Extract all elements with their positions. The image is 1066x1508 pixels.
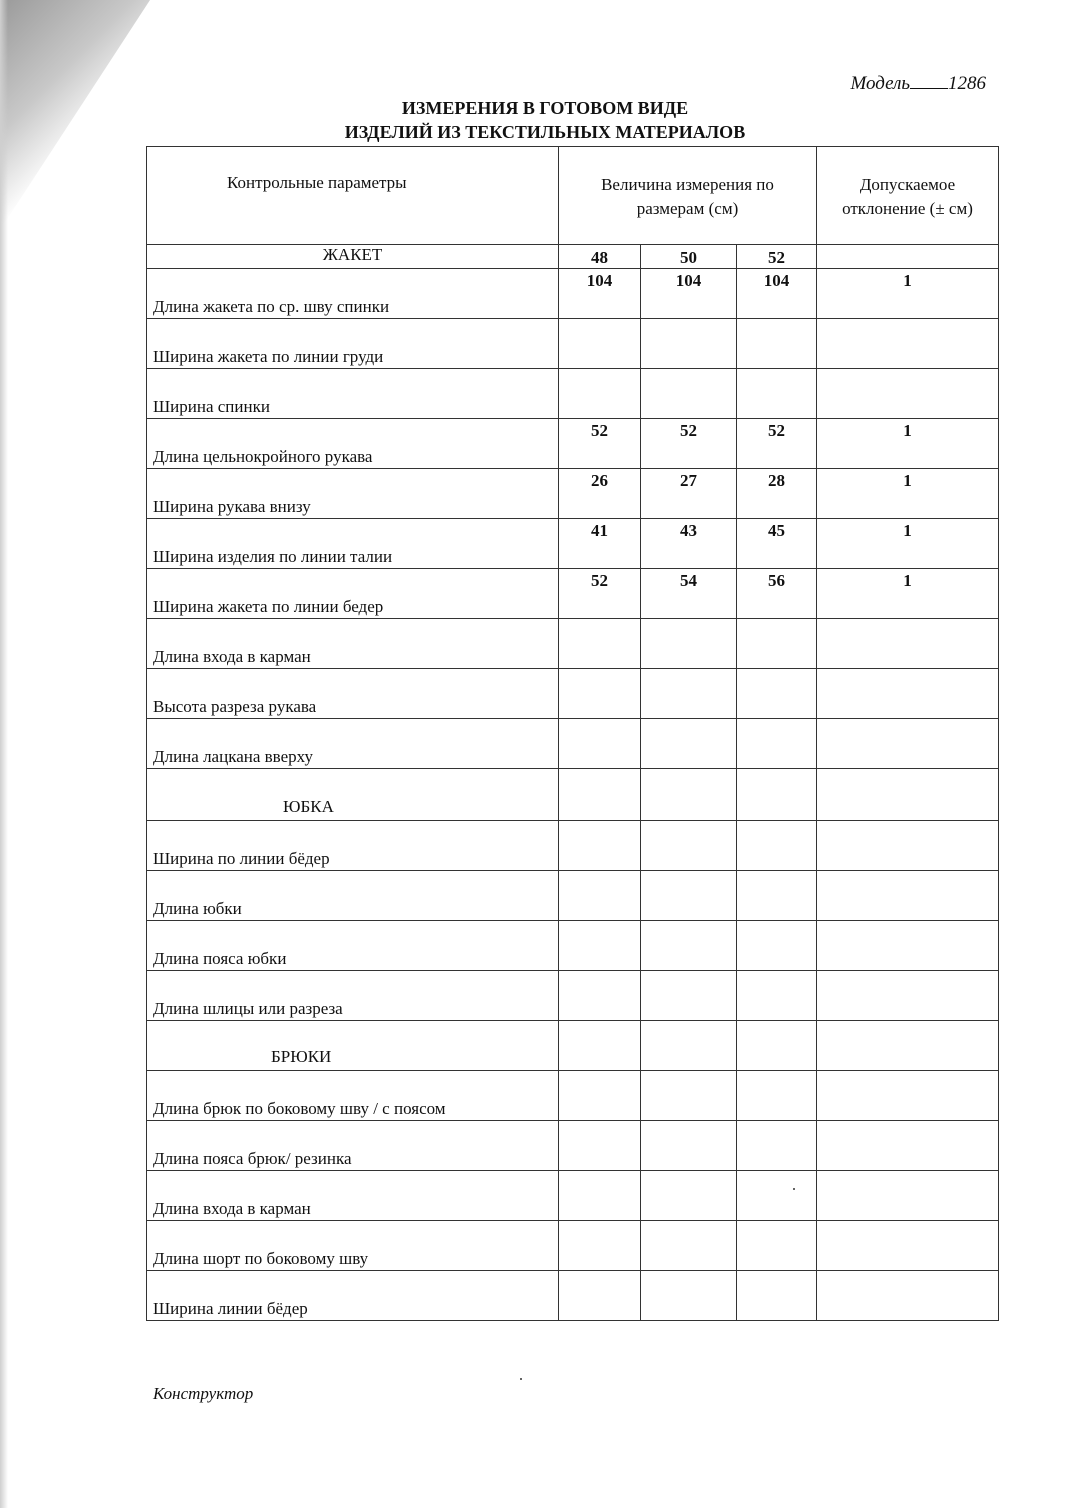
measure-value <box>559 971 641 1021</box>
measure-value <box>641 821 737 871</box>
param-label: Ширина рукава внизу <box>147 469 559 519</box>
measure-value: 41 <box>559 519 641 569</box>
measure-value: 52 <box>559 569 641 619</box>
measure-value <box>737 319 817 369</box>
measure-value: 43 <box>641 519 737 569</box>
measure-value <box>641 921 737 971</box>
param-label: Длина шлицы или разреза <box>147 971 559 1021</box>
tolerance-value <box>817 1121 999 1171</box>
measure-value <box>641 619 737 669</box>
tolerance-value <box>817 319 999 369</box>
measure-value <box>641 719 737 769</box>
tolerance-value <box>817 971 999 1021</box>
measure-value: 52 <box>737 419 817 469</box>
empty-cell <box>559 769 641 821</box>
measure-value: 104 <box>737 269 817 319</box>
model-label-text: Модель <box>850 73 910 94</box>
tolerance-value <box>817 1221 999 1271</box>
param-label: Ширина спинки <box>147 369 559 419</box>
header-row <box>147 147 999 245</box>
table-row <box>147 669 999 719</box>
param-label: Длина входа в карман <box>147 1171 559 1221</box>
tolerance-value <box>817 1171 999 1221</box>
size-cell: 50 <box>641 245 737 269</box>
size-cell: 52 <box>737 245 817 269</box>
measure-value <box>737 871 817 921</box>
measure-value: 104 <box>641 269 737 319</box>
table-row <box>147 569 999 619</box>
measure-value: 104 <box>559 269 641 319</box>
measure-value: 27 <box>641 469 737 519</box>
tolerance-value <box>817 821 999 871</box>
empty-cell <box>737 769 817 821</box>
param-label: Ширина жакета по линии бедер <box>147 569 559 619</box>
measure-value <box>737 1171 817 1221</box>
empty-cell <box>737 1021 817 1071</box>
table-row <box>147 719 999 769</box>
measure-value <box>559 1121 641 1171</box>
section-row <box>147 1021 999 1071</box>
section-row <box>147 245 999 269</box>
param-label: Ширина по линии бёдер <box>147 821 559 871</box>
param-label: Длина шорт по боковому шву <box>147 1221 559 1271</box>
scan-speck <box>793 1188 795 1190</box>
measure-value <box>737 1221 817 1271</box>
measurements-table-body <box>147 147 999 1321</box>
measure-value <box>559 921 641 971</box>
measure-value <box>737 1121 817 1171</box>
table-row <box>147 469 999 519</box>
measure-value <box>641 669 737 719</box>
tolerance-header: Допускаемое отклонение (± см) <box>817 147 999 245</box>
measure-value <box>737 619 817 669</box>
measure-value <box>559 1221 641 1271</box>
table-row <box>147 1271 999 1321</box>
table-row <box>147 1071 999 1121</box>
measure-value <box>641 871 737 921</box>
measure-value: 26 <box>559 469 641 519</box>
param-label: Длина жакета по ср. шву спинки <box>147 269 559 319</box>
measure-value <box>641 1221 737 1271</box>
param-label: Ширина изделия по линии талии <box>147 519 559 569</box>
section-title: БРЮКИ <box>147 1021 559 1071</box>
measure-value <box>737 669 817 719</box>
empty-cell <box>641 769 737 821</box>
table-row <box>147 921 999 971</box>
measure-value <box>737 369 817 419</box>
table-row <box>147 369 999 419</box>
model-number: 1286 <box>948 73 986 94</box>
section-title: ЮБКА <box>147 769 559 821</box>
param-label: Длина пояса брюк/ резинка <box>147 1121 559 1171</box>
measure-value <box>559 719 641 769</box>
table-row <box>147 519 999 569</box>
page-title <box>200 96 890 144</box>
tolerance-value <box>817 669 999 719</box>
tolerance-value: 1 <box>817 569 999 619</box>
measure-value <box>559 1071 641 1121</box>
tolerance-value: 1 <box>817 519 999 569</box>
param-label: Длина входа в карман <box>147 619 559 669</box>
table-row <box>147 1221 999 1271</box>
table-row <box>147 269 999 319</box>
empty-cell <box>559 1021 641 1071</box>
measure-value: 45 <box>737 519 817 569</box>
measure-value: 56 <box>737 569 817 619</box>
measure-value: 52 <box>559 419 641 469</box>
param-label: Высота разреза рукава <box>147 669 559 719</box>
param-label: Ширина линии бёдер <box>147 1271 559 1321</box>
table-row <box>147 971 999 1021</box>
table-row <box>147 1121 999 1171</box>
measure-value <box>559 821 641 871</box>
tolerance-value <box>817 619 999 669</box>
empty-cell <box>817 1021 999 1071</box>
measure-value <box>559 1171 641 1221</box>
table-row <box>147 1171 999 1221</box>
scan-edge-shadow <box>0 0 8 1508</box>
measure-value: 54 <box>641 569 737 619</box>
tolerance-value: 1 <box>817 469 999 519</box>
table-row <box>147 619 999 669</box>
table-row <box>147 871 999 921</box>
size-cell: 48 <box>559 245 641 269</box>
param-label: Длина лацкана вверху <box>147 719 559 769</box>
title-line-1: ИЗМЕРЕНИЯ В ГОТОВОМ ВИДЕ <box>401 98 689 118</box>
measure-value <box>737 971 817 1021</box>
measure-value <box>559 619 641 669</box>
scan-speck <box>520 1378 522 1380</box>
measure-value <box>737 921 817 971</box>
measure-value <box>737 719 817 769</box>
tolerance-value <box>817 719 999 769</box>
tolerance-value: 1 <box>817 419 999 469</box>
footer-role: Конструктор <box>153 1384 254 1403</box>
table-row <box>147 821 999 871</box>
measure-value <box>641 971 737 1021</box>
param-header: Контрольные параметры <box>147 147 559 245</box>
measure-value <box>559 669 641 719</box>
measure-value <box>641 1171 737 1221</box>
param-label: Длина пояса юбки <box>147 921 559 971</box>
measure-value <box>737 1271 817 1321</box>
tolerance-value <box>817 1271 999 1321</box>
section-row <box>147 769 999 821</box>
measure-value <box>559 319 641 369</box>
title-line-2: ИЗДЕЛИЙ ИЗ ТЕКСТИЛЬНЫХ МАТЕРИАЛОВ <box>344 122 746 142</box>
measure-value <box>559 369 641 419</box>
measure-value <box>737 821 817 871</box>
param-label: Ширина жакета по линии груди <box>147 319 559 369</box>
measure-value <box>641 1071 737 1121</box>
measure-value <box>641 319 737 369</box>
measure-header: Величина измерения по размерам (см) <box>559 147 817 245</box>
param-label: Длина цельнокройного рукава <box>147 419 559 469</box>
measure-value <box>559 871 641 921</box>
scan-corner-shadow <box>0 0 150 230</box>
measure-value <box>641 1271 737 1321</box>
measure-value <box>737 1071 817 1121</box>
tolerance-value <box>817 1071 999 1121</box>
tolerance-value <box>817 921 999 971</box>
table-row <box>147 319 999 369</box>
measurements-table <box>146 146 999 1321</box>
tolerance-value: 1 <box>817 269 999 319</box>
section-title: ЖАКЕТ <box>147 245 559 269</box>
measure-value <box>641 1121 737 1171</box>
table-row <box>147 419 999 469</box>
empty-cell <box>817 769 999 821</box>
measure-value: 52 <box>641 419 737 469</box>
measure-value <box>641 369 737 419</box>
measure-value: 28 <box>737 469 817 519</box>
param-label: Длина юбки <box>147 871 559 921</box>
empty-cell <box>817 245 999 269</box>
model-label <box>850 72 986 95</box>
tolerance-value <box>817 369 999 419</box>
model-underline <box>910 72 948 89</box>
empty-cell <box>641 1021 737 1071</box>
tolerance-value <box>817 871 999 921</box>
param-label: Длина брюк по боковому шву / с поясом <box>147 1071 559 1121</box>
measure-value <box>559 1271 641 1321</box>
